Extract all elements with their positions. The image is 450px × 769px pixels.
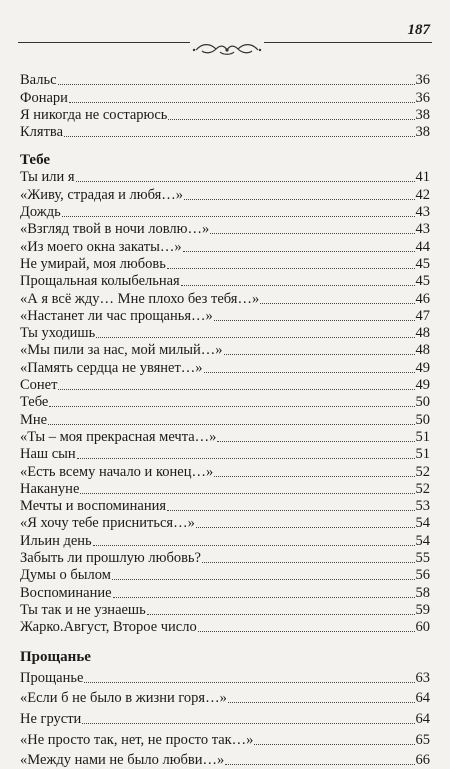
- leader-dots: [217, 441, 414, 442]
- entry-page: 44: [415, 238, 430, 255]
- toc-entry: [20, 273, 430, 290]
- leader-dots: [82, 723, 414, 724]
- entry-title: Фонари: [20, 89, 68, 106]
- entry-page: 43: [415, 204, 430, 221]
- entry-page: 49: [415, 359, 430, 376]
- entry-title: Наш сын: [20, 446, 76, 463]
- entry-page: 49: [415, 377, 430, 394]
- entry-title: Мне: [20, 411, 48, 428]
- leader-dots: [48, 424, 414, 425]
- leader-dots: [225, 764, 414, 765]
- entry-title: Забыть ли прошлую любовь?: [20, 550, 201, 567]
- leader-dots: [93, 545, 415, 546]
- entry-title: Ильин день: [20, 532, 92, 549]
- entry-title: «Между нами не было любви…»: [20, 752, 225, 769]
- leader-dots: [58, 389, 414, 390]
- toc-entry: [20, 532, 430, 549]
- entry-title: «Мы пили за нас, мой милый…»: [20, 342, 223, 359]
- leader-dots: [224, 354, 415, 355]
- toc-entry: [20, 342, 430, 359]
- leader-dots: [49, 406, 414, 407]
- entry-page: 64: [415, 710, 430, 727]
- entry-page: 60: [415, 619, 430, 636]
- entry-title: «Настанет ли час прощанья…»: [20, 307, 213, 324]
- leader-dots: [147, 614, 415, 615]
- toc-entry: [20, 550, 430, 567]
- ornament-icon: [190, 40, 264, 60]
- entry-title: Мечты и воспоминания: [20, 498, 167, 515]
- toc-entry: [20, 446, 430, 463]
- entry-title: Прощанье: [20, 669, 84, 686]
- toc-entry: [20, 707, 430, 728]
- leader-dots: [210, 233, 414, 234]
- leader-dots: [69, 102, 415, 103]
- entry-page: 53: [415, 498, 430, 515]
- toc-entry: [20, 124, 430, 141]
- entry-page: 52: [415, 463, 430, 480]
- toc-entry: [20, 567, 430, 584]
- page-number: 187: [407, 22, 430, 38]
- leader-dots: [214, 320, 415, 321]
- entry-title: «Есть всему начало и конец…»: [20, 463, 214, 480]
- entry-page: 58: [415, 584, 430, 601]
- leader-dots: [80, 493, 414, 494]
- leader-dots: [181, 285, 415, 286]
- entry-title: «А я всё жду… Мне плохо без тебя…»: [20, 290, 260, 307]
- toc-entry: [20, 89, 430, 106]
- entry-page: 66: [415, 752, 430, 769]
- leader-dots: [96, 337, 414, 338]
- leader-dots: [84, 682, 414, 683]
- entry-title: Клятва: [20, 124, 64, 141]
- leader-dots: [183, 251, 415, 252]
- leader-dots: [64, 136, 414, 137]
- entry-page: 48: [415, 342, 430, 359]
- leader-dots: [202, 562, 415, 563]
- toc-entry: [20, 515, 430, 532]
- entry-page: 42: [415, 186, 430, 203]
- toc-entry: [20, 481, 430, 498]
- section-heading: Прощанье: [20, 649, 91, 666]
- toc-entry: [20, 325, 430, 342]
- entry-title: Ты так и не узнаешь: [20, 601, 146, 618]
- toc-entry: [20, 238, 430, 255]
- leader-dots: [112, 579, 415, 580]
- entry-title: Сонет: [20, 377, 58, 394]
- entry-page: 45: [415, 255, 430, 272]
- entry-page: 45: [415, 273, 430, 290]
- toc-section-continued: [20, 72, 430, 141]
- toc-entry: [20, 584, 430, 601]
- entry-title: Жарко.Август, Второе число: [20, 619, 197, 636]
- entry-page: 38: [415, 124, 430, 141]
- entry-page: 43: [415, 221, 430, 238]
- toc-section-proshchanye: [20, 649, 430, 769]
- entry-page: 65: [415, 731, 430, 748]
- entry-page: 63: [415, 669, 430, 686]
- leader-dots: [168, 119, 414, 120]
- entry-page: 38: [415, 106, 430, 123]
- entry-page: 50: [415, 394, 430, 411]
- leader-dots: [198, 631, 415, 632]
- leader-dots: [58, 84, 415, 85]
- toc-section-tebe: [20, 152, 430, 636]
- entry-page: 54: [415, 532, 430, 549]
- entry-title: Ты уходишь: [20, 325, 96, 342]
- entry-title: Вальс: [20, 72, 57, 89]
- entry-title: «Память сердца не увянет…»: [20, 359, 203, 376]
- toc-entry: [20, 290, 430, 307]
- entry-title: Прощальная колыбельная: [20, 273, 180, 290]
- entry-title: «Живу, страдая и любя…»: [20, 186, 184, 203]
- toc-entry: [20, 411, 430, 428]
- entry-title: «Если б не было в жизни горя…»: [20, 690, 227, 707]
- toc-entry: [20, 666, 430, 687]
- entry-title: Думы о былом: [20, 567, 111, 584]
- entry-page: 59: [415, 601, 430, 618]
- toc-entry: [20, 359, 430, 376]
- toc-entry: [20, 498, 430, 515]
- entry-title: «Из моего окна закаты…»: [20, 238, 182, 255]
- leader-dots: [260, 303, 414, 304]
- entry-page: 55: [415, 550, 430, 567]
- entry-page: 36: [415, 89, 430, 106]
- entry-page: 46: [415, 290, 430, 307]
- leader-dots: [167, 268, 415, 269]
- toc-entry: [20, 169, 430, 186]
- entry-page: 36: [415, 72, 430, 89]
- entry-page: 51: [415, 428, 430, 445]
- entry-title: Воспоминание: [20, 584, 112, 601]
- toc-entry: [20, 308, 430, 325]
- leader-dots: [196, 527, 415, 528]
- entry-page: 54: [415, 515, 430, 532]
- entry-title: Не грусти: [20, 710, 82, 727]
- toc-entry: [20, 619, 430, 636]
- toc-entry: [20, 256, 430, 273]
- toc-entry: [20, 394, 430, 411]
- entry-title: «Я хочу тебе присниться…»: [20, 515, 195, 532]
- toc-entry: [20, 107, 430, 124]
- entry-page: 50: [415, 411, 430, 428]
- entry-page: 48: [415, 325, 430, 342]
- leader-dots: [167, 510, 414, 511]
- leader-dots: [184, 199, 414, 200]
- leader-dots: [113, 597, 415, 598]
- toc-entry: [20, 186, 430, 203]
- leader-dots: [204, 372, 415, 373]
- table-of-contents: [20, 72, 430, 769]
- toc-entry: [20, 204, 430, 221]
- toc-entry: [20, 687, 430, 708]
- entry-page: 64: [415, 690, 430, 707]
- leader-dots: [76, 181, 415, 182]
- toc-entry: [20, 749, 430, 769]
- leader-dots: [62, 216, 415, 217]
- entry-page: 52: [415, 480, 430, 497]
- toc-entry: [20, 429, 430, 446]
- leader-dots: [214, 476, 414, 477]
- entry-title: Ты или я: [20, 169, 75, 186]
- entry-title: Тебе: [20, 394, 49, 411]
- toc-entry: [20, 728, 430, 749]
- entry-page: 41: [415, 169, 430, 186]
- entry-page: 47: [415, 307, 430, 324]
- toc-entry: [20, 221, 430, 238]
- section-heading: Тебе: [20, 152, 51, 169]
- entry-title: Дождь: [20, 204, 61, 221]
- leader-dots: [77, 458, 415, 459]
- entry-title: Я никогда не состарюсь: [20, 106, 168, 123]
- toc-entry: [20, 602, 430, 619]
- toc-entry: [20, 72, 430, 89]
- entry-page: 56: [415, 567, 430, 584]
- entry-page: 51: [415, 446, 430, 463]
- entry-title: «Ты – моя прекрасная мечта…»: [20, 428, 217, 445]
- leader-dots: [254, 744, 414, 745]
- entry-title: «Взгляд твой в ночи ловлю…»: [20, 221, 210, 238]
- entry-title: Не умирай, моя любовь: [20, 255, 166, 272]
- entry-title: Накануне: [20, 480, 80, 497]
- entry-title: «Не просто так, нет, не просто так…»: [20, 731, 254, 748]
- toc-entry: [20, 377, 430, 394]
- leader-dots: [228, 702, 415, 703]
- toc-entry: [20, 463, 430, 480]
